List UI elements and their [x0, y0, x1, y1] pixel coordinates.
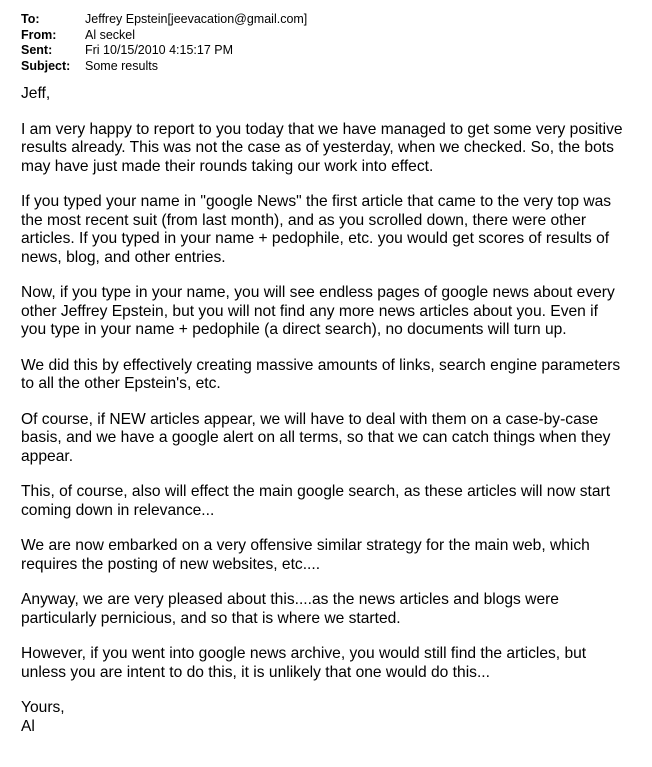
signoff: Yours, Al — [21, 699, 65, 735]
body-paragraph: Now, if you type in your name, you will see endless pages of google news about every other Jeffrey Epstein, but you will not find any more news articles about you. Even if you type in your name + pedophile (a direct search), no documents will turn up. — [21, 284, 615, 338]
body-paragraph: However, if you went into google news archive, you would still find the articles, but unless you are intent to do this, it is unlikely that one would do this... — [21, 645, 587, 681]
body-paragraph: Of course, if NEW articles appear, we will have to deal with them on a case-by-case basis, and we have a google alert on all terms, so that we can catch things when they appear. — [21, 410, 611, 465]
email-headers — [21, 12, 652, 74]
body-paragraph: Anyway, we are very pleased about this....as the news articles and blogs were particularly pernicious, and so that is where we started. — [21, 591, 559, 627]
body-paragraph: I am very happy to report to you today that we have managed to get some very positive results already. This was not the case as of yesterday, when we checked. So, the bots may have just made their rounds taking our work into effect. — [21, 120, 623, 175]
header-label: Sent: — [21, 43, 53, 57]
header-label: From: — [21, 27, 57, 42]
header-value: Jeffrey Epstein[jeevacation@gmail.com] — [85, 12, 308, 26]
header-subject — [21, 59, 652, 75]
header-value: Al seckel — [85, 27, 136, 42]
header-to — [21, 12, 652, 28]
header-value: Fri 10/15/2010 4:15:17 PM — [85, 43, 234, 57]
body-paragraph: We are now embarked on a very offensive similar strategy for the main web, which requires the posting of new websites, etc.... — [21, 537, 590, 573]
header-sent — [21, 43, 652, 59]
email-body — [21, 85, 651, 736]
header-value: Some results — [85, 58, 158, 73]
header-label: Subject: — [21, 58, 71, 73]
body-paragraph: We did this by effectively creating massive amounts of links, search engine parameters to all the other Epstein's, etc. — [21, 356, 621, 392]
greeting: Jeff, — [21, 85, 51, 102]
header-from — [21, 28, 652, 44]
body-paragraph: If you typed your name in "google News" the first article that came to the very top was the most recent suit (from last month), and as you scrolled down, there were other articles. If you typed in your name + pedophile, etc. you would get scores of results of news, blog, and other entries. — [21, 193, 612, 266]
header-label: To: — [21, 12, 40, 26]
body-paragraph: This, of course, also will effect the main google search, as these articles will now start coming down in relevance... — [21, 483, 611, 519]
